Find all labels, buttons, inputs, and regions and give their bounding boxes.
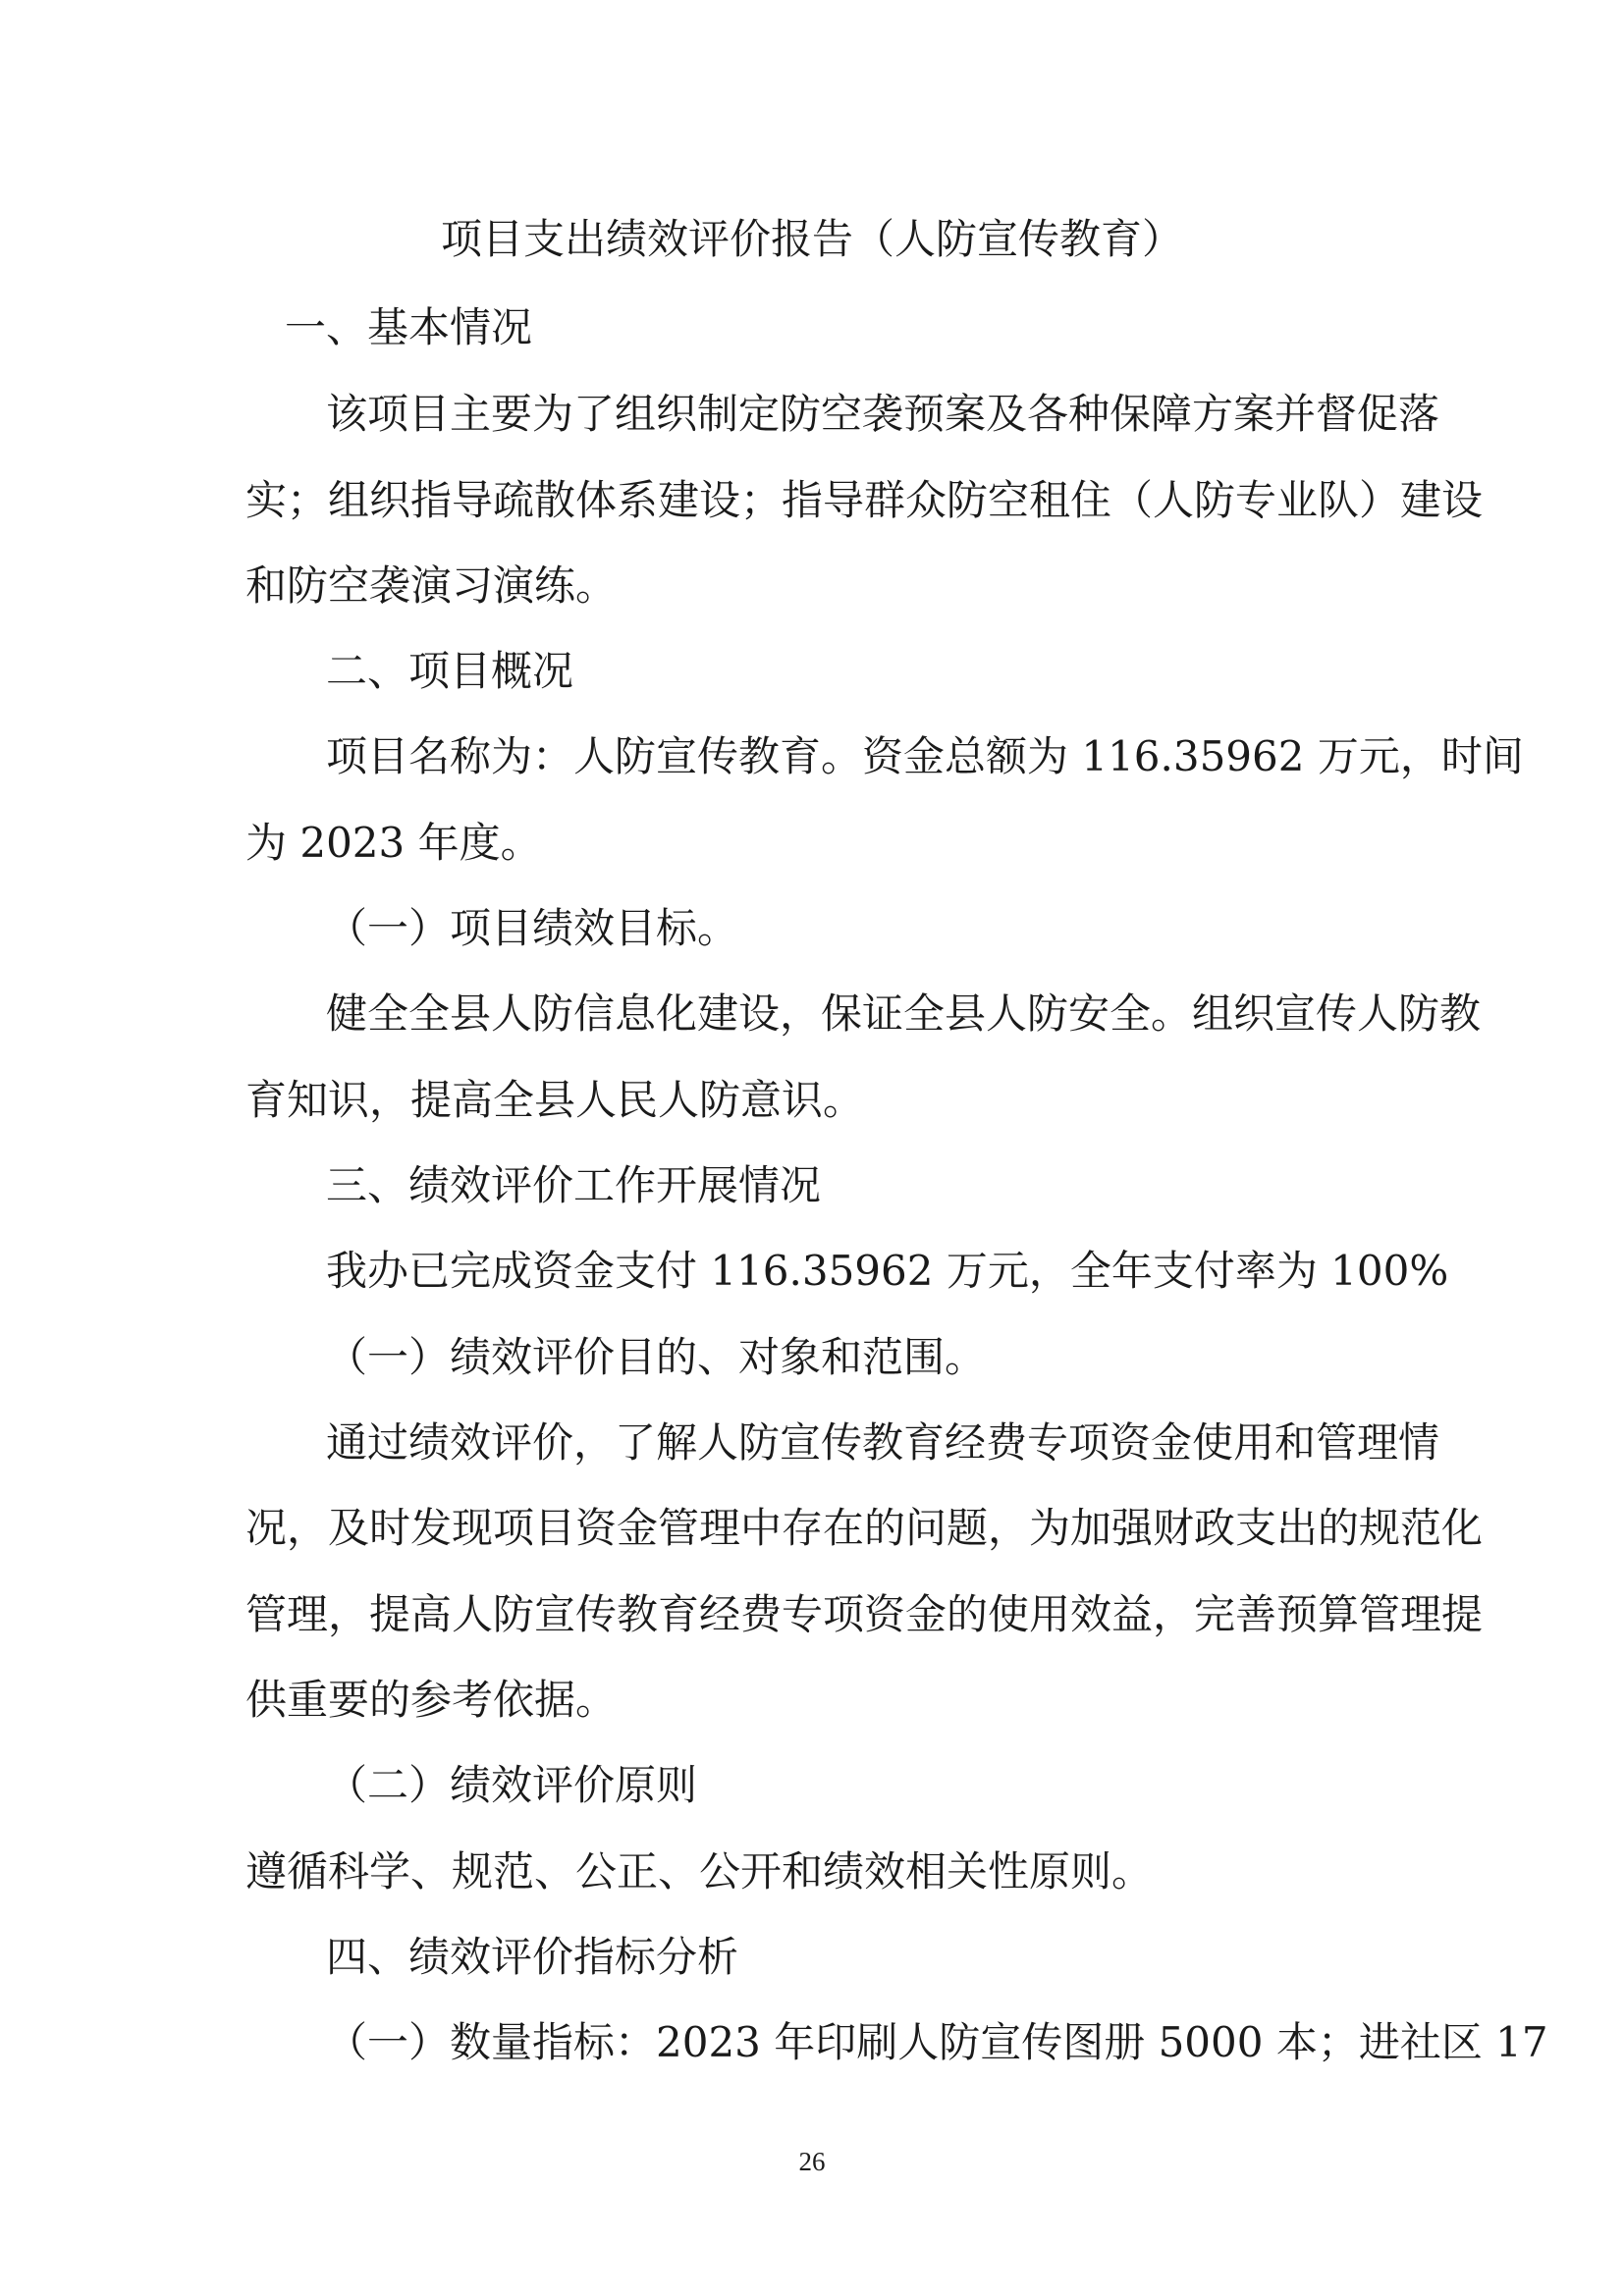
paragraph-line: 实；组织指导疏散体系建设；指导群众防空租住（人防专业队）建设: [245, 476, 1484, 524]
paragraph-line: 遵循科学、规范、公正、公开和绩效相关性原则。: [245, 1847, 1154, 1896]
paragraph-line: 育知识，提高全县人民人防意识。: [245, 1076, 865, 1124]
document-title: 项目支出绩效评价报告（人防宣传教育）: [440, 215, 1183, 263]
section-heading-basic: 一、基本情况: [285, 303, 533, 351]
subheading-goal: （一）项目绩效目标。: [326, 904, 739, 952]
paragraph-line: 和防空袭演习演练。: [245, 561, 618, 610]
subheading-principle: （二）绩效评价原则: [326, 1761, 698, 1809]
section-heading-indicators: 四、绩效评价指标分析: [326, 1933, 739, 1981]
paragraph-line: 该项目主要为了组织制定防空袭预案及各种保障方案并督促落: [326, 390, 1440, 438]
subheading-purpose: （一）绩效评价目的、对象和范围。: [326, 1333, 987, 1381]
section-heading-overview: 二、项目概况: [326, 647, 574, 695]
page-number: 26: [798, 2147, 826, 2176]
paragraph-line: 健全全县人防信息化建设，保证全县人防安全。组织宣传人防教: [326, 989, 1482, 1038]
paragraph-line: 通过绩效评价，了解人防宣传教育经费专项资金使用和管理情: [326, 1418, 1440, 1467]
paragraph-line: 管理，提高人防宣传教育经费专项资金的使用效益，完善预算管理提: [245, 1590, 1484, 1638]
paragraph-line: 为 2023 年度。: [245, 819, 542, 867]
section-heading-evaluation: 三、绩效评价工作开展情况: [326, 1161, 822, 1209]
paragraph-line: 项目名称为：人防宣传教育。资金总额为 116.35962 万元，时间: [326, 732, 1524, 780]
paragraph-line: 我办已完成资金支付 116.35962 万元，全年支付率为 100%: [326, 1247, 1449, 1295]
paragraph-line: 况，及时发现项目资金管理中存在的问题，为加强财政支出的规范化: [245, 1504, 1484, 1552]
paragraph-line: （一）数量指标：2023 年印刷人防宣传图册 5000 本；进社区 17: [326, 2018, 1548, 2066]
paragraph-line: 供重要的参考依据。: [245, 1676, 618, 1724]
